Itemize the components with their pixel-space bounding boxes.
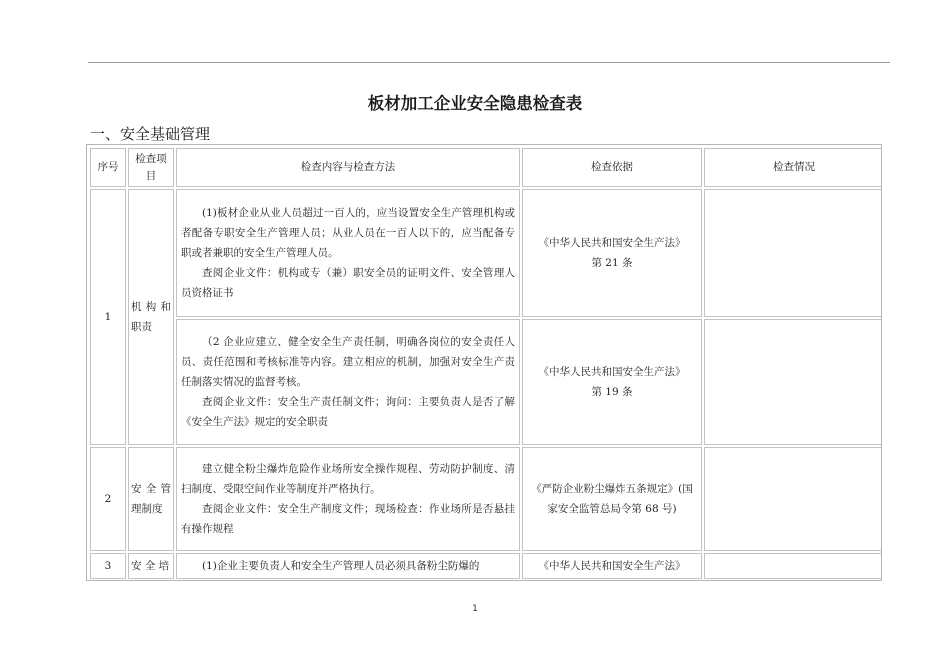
check-content-paragraph: 建立健全粉尘爆炸危险作业场所安全操作规程、劳动防护制度、清扫制度、受限空间作业等制度并严格执行。 [181, 463, 515, 495]
document-title: 板材加工企业安全隐患检查表 [367, 94, 583, 113]
row-number: 1 [90, 189, 126, 445]
table-row [90, 553, 882, 579]
inspection-table-wrapper [86, 144, 882, 581]
check-basis [522, 447, 702, 551]
check-content [176, 553, 520, 579]
section-heading: 一、安全基础管理 [90, 125, 211, 143]
header-no: 序号 [90, 148, 126, 187]
header-content: 检查内容与检查方法 [176, 148, 520, 187]
check-item: 机 构 和职责 [128, 189, 174, 445]
header-item: 检查项目 [128, 148, 174, 187]
check-method-paragraph: 查阅企业文件：安全生产责任制文件；询问：主要负责人是否了解《安全生产法》规定的安全职责 [181, 396, 515, 428]
header-rule [88, 62, 890, 63]
check-basis [522, 553, 702, 579]
basis-article: 第 21 条 [591, 257, 633, 269]
check-content-paragraph: (1)企业主要负责人和安全生产管理人员必须具备粉尘防爆的 [202, 560, 480, 572]
basis-law: 《中华人民共和国安全生产法》 [538, 560, 686, 572]
check-method-paragraph: 查阅企业文件：机构或专（兼）职安全员的证明文件、安全管理人员资格证书 [181, 267, 515, 299]
table-row [90, 319, 882, 445]
check-item: 安 全 培 [128, 553, 174, 579]
check-basis [522, 319, 702, 445]
basis-law: 《中华人民共和国安全生产法》 [538, 237, 686, 249]
check-status-cell[interactable] [704, 319, 882, 445]
inspection-table [88, 146, 882, 581]
check-status-cell[interactable] [704, 447, 882, 551]
check-item: 安 全 管 理制度 [128, 447, 174, 551]
table-row [90, 447, 882, 551]
row-number: 3 [90, 553, 126, 579]
page-number: 1 [472, 604, 478, 614]
table-header-row [90, 148, 882, 187]
header-status: 检查情况 [704, 148, 882, 187]
basis-regulation: 《严防企业粉尘爆炸五条规定》(国家安全监管总局令第 68 号) [531, 483, 693, 515]
table-row [90, 189, 882, 317]
row-number: 2 [90, 447, 126, 551]
check-content-paragraph: (1)板材企业从业人员超过一百人的，应当设置安全生产管理机构或者配备专职安全生产管理人员；从业人员在一百人以下的，应当配备专职或者兼职的安全生产管理人员。 [181, 207, 515, 259]
check-content [176, 189, 520, 317]
check-content [176, 447, 520, 551]
header-basis: 检查依据 [522, 148, 702, 187]
check-content-paragraph: （2 企业应建立、健全安全生产责任制，明确各岗位的安全责任人员、责任范围和考核标准等内容。建立相应的机制，加强对安全生产责任制落实情况的监督考核。 [181, 336, 515, 388]
basis-article: 第 19 条 [591, 386, 633, 398]
check-method-paragraph: 查阅企业文件：安全生产制度文件；现场检查：作业场所是否悬挂有操作规程 [181, 503, 515, 535]
check-status-cell[interactable] [704, 553, 882, 579]
basis-law: 《中华人民共和国安全生产法》 [538, 366, 686, 378]
check-status-cell[interactable] [704, 189, 882, 317]
check-content [176, 319, 520, 445]
check-basis [522, 189, 702, 317]
